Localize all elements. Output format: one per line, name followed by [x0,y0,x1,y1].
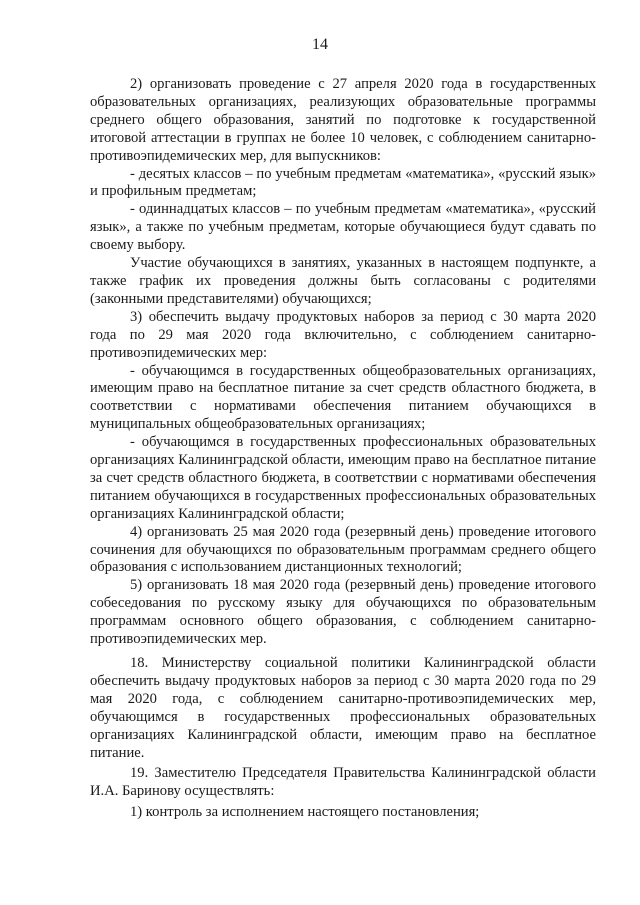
paragraph-item-5: 5) организовать 18 мая 2020 года (резервный день) проведение итогового собеседования по русскому языку для обучающихся по образовательным программам основного общего образования, с соблюдением санитарно-противоэпидемических мер. [90,577,596,648]
paragraph-bullet-professional-schools: - обучающимся в государственных профессиональных образовательных организациях Калининградской области, имеющим право на бесплатное питание за счет средств областного бюджета, в соответствии с нормативами обеспечения питанием обучающихся в государственных профессиональных образовательных организациях Калининградской области; [90,434,596,522]
paragraph-bullet-eleventh-grade: - одиннадцатых классов – по учебным предметам «математика», «русский язык», а также по учебным предметам, которые обучающиеся будут сдавать по своему выбору. [90,201,596,254]
paragraph-participation: Участие обучающихся в занятиях, указанных в настоящем подпункте, а также график их проведения должны быть согласованы с родителями (законными представителями) обучающихся; [90,255,596,307]
paragraph-bullet-general-schools: - обучающимся в государственных общеобразовательных организациях, имеющим право на бесплатное питание за счет средств областного бюджета, в соответствии с нормативами обеспечения питанием обучающихся в муниципальных общеобразовательных организациях; [90,362,596,433]
paragraph-section-19: 19. Заместителю Председателя Правительства Калининградской области И.А. Баринову осуществлять: [90,765,596,800]
paragraph-item-2: 2) организовать проведение с 27 апреля 2020 года в государственных образовательных организациях, реализующих образовательные программы среднего общего образования, занятий по подготовке к государственной итоговой аттестации в группах не более 10 человек, с соблюдением санитарно-противоэпидемических мер, для выпускников: [90,76,596,164]
paragraph-bullet-tenth-grade: - десятых классов – по учебным предметам «математика», «русский язык» и профильным предметам; [90,165,596,200]
document-body [90,76,596,822]
paragraph-item-4: 4) организовать 25 мая 2020 года (резервный день) проведение итогового сочинения для обучающихся по образовательным программам среднего общего образования с использованием дистанционных технологий; [90,523,596,576]
paragraph-section-19-item-1: 1) контроль за исполнением настоящего постановления; [130,804,480,821]
paragraph-item-3: 3) обеспечить выдачу продуктовых наборов за период с 30 марта 2020 года по 29 мая 2020 года включительно, с соблюдением санитарно-противоэпидемических мер: [90,308,596,361]
paragraph-section-18: 18. Министерству социальной политики Калининградской области обеспечить выдачу продуктовых наборов за период с 30 марта 2020 года по 29 мая 2020 года, с соблюдением санитарно-противоэпидемических мер, обучающимся в государственных профессиональных образовательных организациях Калининградской области, имеющим право на бесплатное питание. [90,655,596,761]
page-number: 14 [312,36,328,53]
